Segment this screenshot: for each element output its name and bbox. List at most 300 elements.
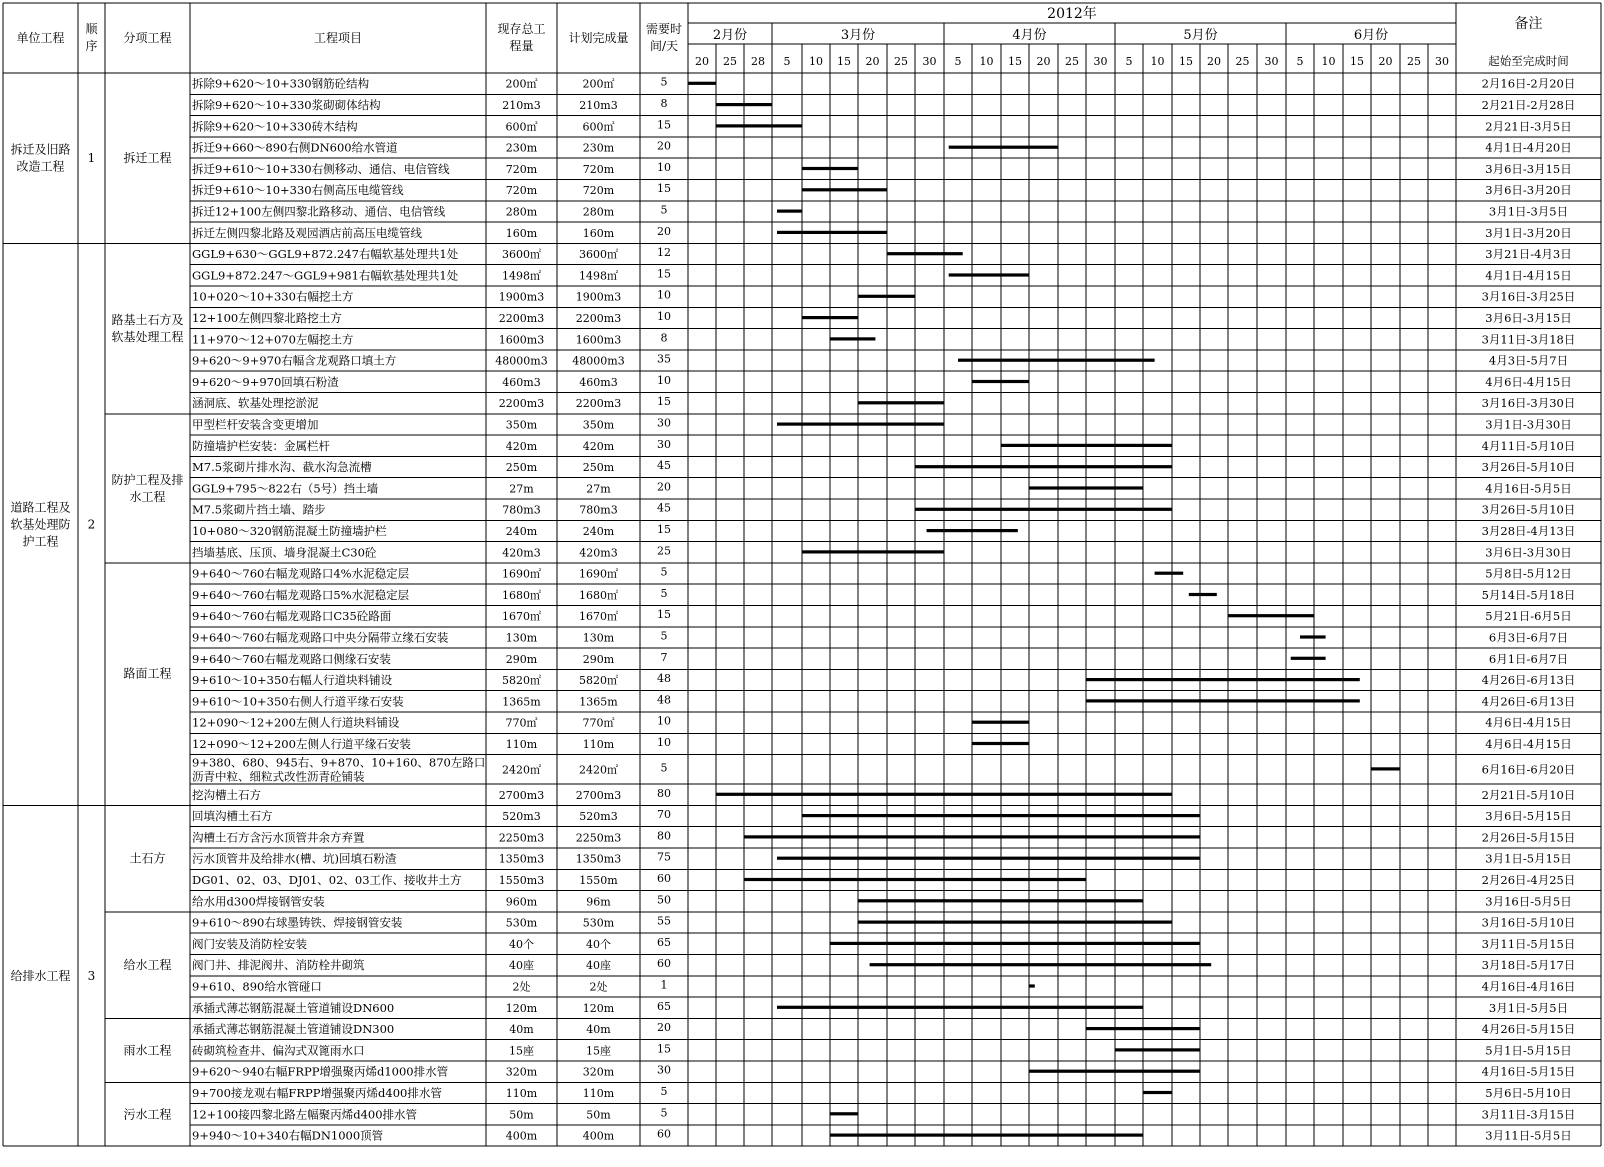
item-days: 1 [660, 978, 668, 992]
gantt-bar [830, 1134, 1143, 1137]
month-label: 4月份 [1012, 28, 1047, 43]
item-quantity: 290m [505, 652, 538, 666]
item-name: 9+610～10+350右幅人行道块料铺设 [192, 673, 393, 688]
item-name: 12+100左侧四黎北路挖土方 [192, 310, 342, 325]
gantt-bar [858, 899, 1143, 902]
item-name: GGL9+872.247～GGL9+981右幅软基处理共1处 [192, 268, 459, 283]
day-label: 5 [1296, 55, 1304, 68]
item-remark: 2月21日-5月10日 [1481, 787, 1576, 802]
item-remark: 3月6日-3月15日 [1485, 161, 1572, 176]
item-remark: 4月6日-4月15日 [1485, 374, 1572, 389]
gantt-bar [1155, 572, 1184, 575]
header-days: 间/天 [649, 39, 679, 53]
month-label: 3月份 [840, 28, 876, 43]
item-remark: 4月16日-4月16日 [1481, 979, 1576, 994]
item-quantity: 770㎡ [505, 716, 538, 730]
gantt-bar [688, 82, 716, 85]
unit-project-name: 给排水工程 [10, 968, 71, 983]
item-days: 10 [657, 735, 671, 749]
item-quantity: 420m [505, 439, 538, 453]
item-plan: 40座 [586, 959, 611, 973]
item-name: 9+620～9+970回填石粉渣 [192, 374, 339, 389]
item-name: 12+100接四黎北路左幅聚丙烯d400排水管 [192, 1107, 418, 1122]
item-plan: 1670㎡ [579, 610, 618, 624]
gantt-bar [1143, 1091, 1172, 1094]
header-seq: 顺 [85, 22, 98, 36]
item-name: 12+090～12+200左侧人行道平缘石安装 [192, 736, 411, 751]
gantt-bar [1001, 444, 1172, 447]
item-plan: 240m [582, 524, 615, 538]
gantt-bar [972, 721, 1029, 724]
item-plan: 1900m3 [575, 290, 622, 304]
item-plan: 27m [586, 482, 611, 496]
item-days: 15 [657, 267, 671, 281]
item-name: 挡墙基底、压顶、墙身混凝土C30砼 [192, 545, 377, 560]
unit-project-name: 拆迁及旧路 [10, 142, 71, 157]
item-remark: 4月6日-4月15日 [1485, 736, 1572, 751]
gantt-bar [949, 273, 1029, 276]
item-name: 拆迁9+610～10+330右侧高压电缆管线 [192, 183, 404, 198]
item-plan: 1680㎡ [579, 588, 618, 602]
item-plan: 720m [582, 162, 615, 176]
item-quantity: 720m [505, 162, 538, 176]
gantt-bar [858, 401, 944, 404]
item-remark: 3月1日-3月5日 [1488, 204, 1569, 219]
item-days: 5 [660, 761, 668, 775]
subproject-name: 路基土石方及 [111, 313, 184, 328]
item-days: 50 [657, 893, 671, 907]
item-plan: 420m [582, 439, 615, 453]
item-plan: 2处 [589, 980, 608, 994]
item-quantity: 210m3 [502, 98, 541, 112]
gantt-bar [777, 423, 944, 426]
unit-project-name: 道路工程及 [10, 500, 71, 515]
item-days: 55 [657, 914, 671, 928]
item-plan: 320m [582, 1065, 615, 1079]
gantt-bar [858, 921, 1172, 924]
item-plan: 350m [582, 418, 615, 432]
gantt-bar [915, 508, 1172, 511]
day-label: 25 [894, 55, 908, 68]
sequence-number: 3 [87, 968, 96, 983]
item-remark: 4月16日-5月15日 [1481, 1064, 1576, 1079]
item-days: 8 [660, 331, 668, 345]
item-remark: 3月1日-3月20日 [1485, 225, 1572, 240]
gantt-bar [1086, 699, 1360, 702]
item-days: 30 [657, 416, 671, 430]
subproject-name: 土石方 [129, 851, 166, 866]
item-name: 拆迁12+100左侧四黎北路移动、通信、电信管线 [192, 204, 446, 219]
item-plan: 600㎡ [582, 120, 615, 134]
item-plan: 1600m3 [575, 333, 622, 347]
item-plan: 3600㎡ [579, 248, 618, 262]
item-quantity: 110m [505, 1086, 538, 1100]
item-name: 9+610、890给水管碰口 [192, 979, 322, 994]
gantt-bars [688, 82, 1400, 1137]
gantt-bar [887, 252, 963, 255]
subproject-name: 软基处理工程 [111, 330, 184, 345]
table-header [16, 5, 1568, 68]
item-quantity: 48000m3 [495, 354, 548, 368]
item-days: 65 [657, 935, 671, 949]
item-remark: 6月1日-6月7日 [1488, 651, 1569, 666]
item-remark: 3月26日-5月10日 [1481, 460, 1576, 475]
gantt-bar [972, 380, 1029, 383]
item-name: 9+610～10+350右侧人行道平缘石安装 [192, 694, 404, 709]
item-remark: 2月16日-2月20日 [1481, 76, 1576, 91]
day-label: 28 [751, 55, 765, 68]
gantt-bar [802, 316, 858, 319]
item-days: 15 [657, 608, 671, 622]
header-plan: 计划完成量 [568, 31, 629, 45]
item-quantity: 780m3 [502, 503, 541, 517]
item-plan: 130m [582, 631, 615, 645]
item-name: 9+640～760右幅龙观路口中央分隔带立缘石安装 [192, 630, 449, 645]
item-name: DG01、02、03、DJ01、02、03工作、接收井土方 [192, 872, 462, 887]
item-name: 9+640～760右幅龙观路口4%水泥稳定层 [192, 566, 410, 581]
item-days: 20 [657, 1021, 671, 1035]
item-days: 80 [657, 786, 671, 800]
item-remark: 2月26日-4月25日 [1481, 872, 1576, 887]
item-name: 9+380、680、945右、9+870、10+160、870左路口 [192, 755, 486, 770]
item-name: 涵洞底、软基处理挖淤泥 [192, 396, 319, 411]
subproject-name: 水工程 [129, 489, 166, 504]
item-remark: 4月3日-5月7日 [1488, 353, 1569, 368]
item-quantity: 200㎡ [505, 77, 538, 91]
item-remark: 3月6日-3月15日 [1485, 310, 1572, 325]
gantt-bar [1189, 593, 1217, 596]
header-remark: 备注 [1514, 16, 1543, 32]
gantt-bar [802, 188, 887, 191]
day-label: 15 [1350, 55, 1364, 68]
item-remark: 3月6日-3月20日 [1485, 183, 1572, 198]
item-name: 阀门安装及消防栓安装 [192, 936, 307, 951]
gantt-bar [1371, 767, 1400, 770]
header-item: 工程项目 [313, 31, 363, 45]
item-remark: 2月26日-5月15日 [1481, 830, 1576, 845]
item-quantity: 2250m3 [498, 831, 545, 845]
subproject-name: 防护工程及排 [111, 472, 184, 487]
header-subproject: 分项工程 [123, 31, 172, 45]
item-remark: 4月11日-5月10日 [1481, 438, 1576, 453]
item-remark: 3月11日-5月15日 [1481, 936, 1576, 951]
gantt-bar [958, 359, 1155, 362]
item-days: 15 [657, 522, 671, 536]
item-plan: 200㎡ [582, 77, 615, 91]
item-name: 拆迁9+610～10+330右侧移动、通信、电信管线 [192, 161, 450, 176]
day-label: 15 [837, 55, 851, 68]
item-quantity: 2700m3 [498, 788, 545, 802]
day-label: 30 [1435, 55, 1449, 68]
gantt-bar [870, 963, 1212, 966]
item-days: 48 [657, 693, 671, 707]
day-label: 10 [809, 55, 823, 68]
subproject-name: 路面工程 [123, 666, 172, 681]
item-name: 9+620～940右幅FRPP增强聚丙烯d1000排水管 [192, 1064, 449, 1079]
item-quantity: 400m [505, 1129, 538, 1143]
item-quantity: 40座 [509, 959, 534, 973]
item-plan: 2250m3 [575, 831, 622, 845]
item-quantity: 120m [505, 1001, 538, 1015]
item-plan: 1550m [579, 873, 618, 887]
item-days: 7 [660, 650, 668, 664]
item-quantity: 2420㎡ [502, 763, 541, 777]
header-quantity: 现存总工 [497, 22, 546, 36]
item-plan: 250m [582, 461, 615, 475]
day-label: 10 [1150, 55, 1165, 68]
item-days: 10 [657, 309, 671, 323]
item-days: 15 [657, 182, 671, 196]
gantt-bar [777, 231, 887, 234]
day-label: 20 [695, 55, 709, 68]
day-label: 5 [1125, 55, 1133, 68]
item-name: 9+940～10+340右幅DN1000顶管 [192, 1128, 384, 1143]
item-remark: 3月1日-5月5日 [1488, 1000, 1569, 1015]
day-label: 20 [1207, 55, 1221, 68]
item-days: 60 [657, 1127, 671, 1141]
item-quantity: 1670㎡ [502, 610, 541, 624]
item-plan: 40m [586, 1023, 611, 1037]
item-remark: 3月11日-3月15日 [1481, 1107, 1576, 1122]
item-name: 拆除9+620～10+330砖木结构 [192, 119, 358, 134]
gantt-bar [949, 146, 1058, 149]
item-name: 12+090～12+200左侧人行道块料铺设 [192, 715, 400, 730]
table-body [10, 76, 1575, 1143]
day-label: 10 [979, 55, 994, 68]
item-remark: 4月6日-4月15日 [1485, 715, 1572, 730]
item-days: 25 [657, 544, 671, 558]
gantt-bar [927, 529, 1018, 532]
gantt-bar [802, 814, 1200, 817]
sequence-number: 1 [87, 151, 96, 166]
month-label: 6月份 [1353, 28, 1389, 43]
item-plan: 230m [582, 141, 615, 155]
item-quantity: 420m3 [502, 546, 541, 560]
item-name: 9+640～760右幅龙观路口侧缘石安装 [192, 651, 391, 666]
item-remark: 5月6日-5月10日 [1485, 1085, 1572, 1100]
item-quantity: 1365m [502, 695, 541, 709]
item-days: 70 [657, 808, 671, 822]
item-remark: 3月28日-4月13日 [1481, 523, 1576, 538]
item-plan: 1690㎡ [579, 567, 618, 581]
item-days: 5 [660, 203, 668, 217]
item-quantity: 40个 [509, 937, 534, 951]
item-remark: 5月21日-6月5日 [1485, 609, 1572, 624]
item-quantity: 240m [505, 524, 538, 538]
item-remark: 5月14日-5月18日 [1481, 587, 1576, 602]
item-days: 15 [657, 118, 671, 132]
header-unit: 单位工程 [16, 31, 65, 45]
item-remark: 3月1日-5月15日 [1485, 851, 1572, 866]
day-label: 20 [1036, 55, 1051, 68]
item-remark: 4月26日-6月13日 [1481, 694, 1576, 709]
item-days: 12 [657, 246, 671, 260]
item-days: 15 [657, 395, 671, 409]
header-days: 需要时 [645, 22, 683, 36]
item-quantity: 15座 [509, 1044, 534, 1058]
item-name: 10+020～10+330右幅挖土方 [192, 289, 354, 304]
item-quantity: 520m3 [502, 810, 541, 824]
item-remark: 3月16日-5月5日 [1485, 894, 1572, 909]
item-remark: 3月6日-3月30日 [1485, 545, 1572, 560]
day-label: 15 [1179, 55, 1193, 68]
item-days: 30 [657, 437, 671, 451]
item-days: 5 [660, 629, 668, 643]
item-name: 挖沟槽土石方 [192, 787, 261, 802]
item-name: 甲型栏杆安装含变更增加 [192, 417, 319, 432]
item-quantity: 2处 [512, 980, 531, 994]
gantt-bar [777, 1006, 1143, 1009]
item-plan: 2200m3 [575, 311, 622, 325]
item-remark: 3月11日-3月18日 [1481, 332, 1576, 347]
item-name: GGL9+630～GGL9+872.247右幅软基处理共1处 [192, 247, 459, 262]
item-plan: 160m [582, 226, 615, 240]
item-quantity: 280m [505, 205, 538, 219]
item-quantity: 130m [505, 631, 538, 645]
day-label: 20 [865, 55, 880, 68]
unit-project-name: 改造工程 [16, 159, 65, 174]
gantt-bar [1029, 1070, 1200, 1073]
item-name: 11+970～12+070左幅挖土方 [192, 332, 354, 347]
item-name: 回填沟槽土石方 [192, 809, 273, 824]
gantt-bar [830, 942, 1200, 945]
item-name: GGL9+795～822右（5号）挡土墙 [192, 481, 379, 496]
item-quantity: 250m [505, 461, 538, 475]
item-days: 48 [657, 672, 671, 686]
item-plan: 110m [582, 737, 615, 751]
month-label: 5月份 [1183, 28, 1218, 43]
gantt-bar [716, 124, 802, 127]
day-label: 15 [1008, 55, 1022, 68]
subproject-name: 给水工程 [123, 958, 172, 973]
item-name: 砖砌筑检查井、偏沟式双篦雨水口 [192, 1043, 365, 1058]
item-days: 5 [660, 1106, 668, 1120]
item-plan: 120m [582, 1001, 615, 1015]
item-plan: 290m [582, 652, 615, 666]
subproject-name: 拆迁工程 [123, 151, 172, 166]
day-label: 25 [1407, 55, 1421, 68]
gantt-bar [1115, 1048, 1200, 1051]
day-label: 10 [1321, 55, 1336, 68]
day-label: 30 [922, 55, 937, 68]
day-label: 25 [1065, 55, 1079, 68]
item-quantity: 1900m3 [498, 290, 545, 304]
item-name: 承插式薄芯钢筋混凝土管道铺设DN300 [192, 1022, 395, 1037]
item-plan: 50m [586, 1108, 611, 1122]
item-remark: 2月21日-2月28日 [1481, 97, 1576, 112]
item-remark: 3月18日-5月17日 [1481, 958, 1576, 973]
day-label: 30 [1264, 55, 1279, 68]
item-plan: 1498㎡ [579, 269, 618, 283]
item-quantity: 3600㎡ [502, 248, 541, 262]
item-plan: 210m3 [579, 98, 618, 112]
item-quantity: 2200m3 [498, 397, 545, 411]
item-name: 阀门井、排泥阀井、消防栓井砌筑 [192, 958, 365, 973]
item-quantity: 50m [509, 1108, 534, 1122]
item-name: 拆迁9+660～890右侧DN600给水管道 [192, 140, 398, 155]
item-name: 给水用d300焊接钢管安装 [192, 894, 325, 909]
item-quantity: 350m [505, 418, 538, 432]
item-quantity: 110m [505, 737, 538, 751]
item-remark: 2月21日-3月5日 [1485, 119, 1572, 134]
item-days: 75 [657, 850, 671, 864]
item-quantity: 960m [505, 895, 538, 909]
item-days: 5 [660, 75, 668, 89]
item-quantity: 1690㎡ [502, 567, 541, 581]
item-quantity: 720m [505, 184, 538, 198]
item-remark: 5月1日-5月15日 [1485, 1043, 1572, 1058]
item-remark: 4月1日-4月15日 [1485, 268, 1572, 283]
item-plan: 2420㎡ [579, 763, 618, 777]
item-plan: 2700m3 [575, 788, 622, 802]
item-plan: 420m3 [579, 546, 618, 560]
header-year: 2012年 [1047, 6, 1097, 22]
day-label: 20 [1378, 55, 1393, 68]
gantt-bar [802, 550, 944, 553]
item-name: M7.5浆砌片排水沟、截水沟急流槽 [192, 460, 372, 475]
gantt-bar [1029, 486, 1143, 489]
item-days: 10 [657, 373, 671, 387]
item-remark: 3月11日-5月5日 [1485, 1128, 1572, 1143]
item-quantity: 160m [505, 226, 538, 240]
header-seq: 序 [85, 39, 98, 53]
unit-project-name: 软基处理防 [10, 517, 71, 532]
header-quantity: 程量 [509, 39, 534, 53]
gantt-bar [744, 835, 1200, 838]
item-days: 5 [660, 565, 668, 579]
item-remark: 3月6日-5月15日 [1485, 809, 1572, 824]
item-days: 45 [657, 459, 671, 473]
item-days: 20 [657, 224, 671, 238]
item-name: 拆除9+620～10+330钢筋砼结构 [192, 76, 370, 91]
item-remark: 4月1日-4月20日 [1485, 140, 1572, 155]
item-plan: 40个 [586, 937, 611, 951]
item-quantity: 460m3 [502, 375, 541, 389]
gantt-bar [1086, 1027, 1200, 1030]
subproject-name: 污水工程 [123, 1107, 172, 1122]
item-days: 15 [657, 1042, 671, 1056]
gantt-bar [716, 103, 772, 106]
gantt-bar [802, 167, 858, 170]
item-plan: 460m3 [579, 375, 618, 389]
item-days: 10 [657, 714, 671, 728]
item-remark: 6月16日-6月20日 [1481, 762, 1576, 777]
item-name: M7.5浆砌片挡土墙、踏步 [192, 502, 326, 517]
item-days: 20 [657, 139, 671, 153]
item-name: 拆迁左侧四黎北路及观园酒店前高压电缆管线 [192, 225, 422, 240]
item-days: 5 [660, 586, 668, 600]
item-plan: 15座 [586, 1044, 611, 1058]
item-quantity: 320m [505, 1065, 538, 1079]
item-quantity: 230m [505, 141, 538, 155]
item-name: 污水顶管井及给排水(槽、坑)回填石粉渣 [192, 851, 397, 866]
gantt-bar [1029, 984, 1035, 987]
item-remark: 4月26日-6月13日 [1481, 673, 1576, 688]
day-label: 5 [783, 55, 791, 68]
item-days: 80 [657, 829, 671, 843]
item-days: 60 [657, 957, 671, 971]
item-remark: 3月21日-4月3日 [1485, 247, 1572, 262]
gantt-bar [744, 878, 1086, 881]
gantt-bar [1300, 635, 1326, 638]
item-name: 拆除9+620～10+330浆砌砌体结构 [192, 97, 381, 112]
item-days: 10 [657, 160, 671, 174]
item-plan: 96m [586, 895, 611, 909]
item-days: 20 [657, 480, 671, 494]
item-name: 9+700接龙观右幅FRPP增强聚丙烯d400排水管 [192, 1085, 442, 1100]
item-plan: 520m3 [579, 810, 618, 824]
gantt-bar [1086, 678, 1360, 681]
